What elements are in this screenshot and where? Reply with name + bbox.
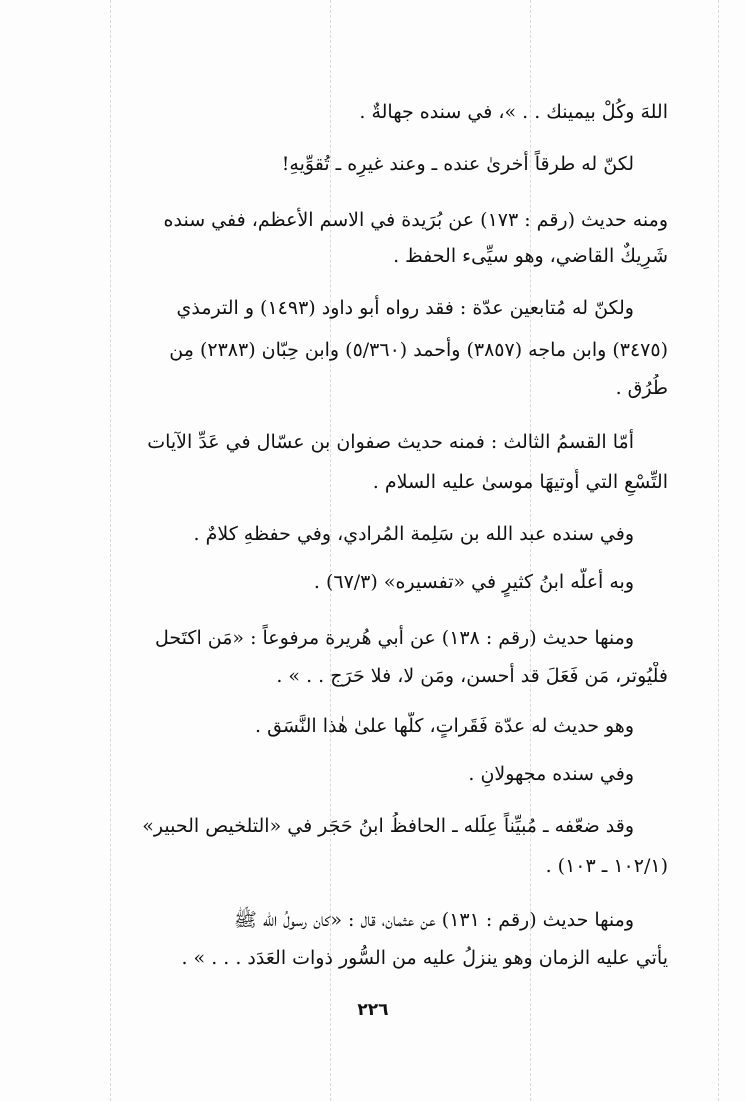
text-line: التِّسْعِ التي أُوتيهَا موسىٰ عليه السلام . (372, 471, 668, 493)
text-line: اللهَ وكُلْ بيمينك . . »، في سنده جهالةٌ . (359, 101, 668, 123)
text-line: وفي سنده عبد الله بن سَلِمة المُرادي، وفي حفظهِ كلامٌ . (193, 523, 634, 545)
text-line: طُرُق . (615, 377, 668, 399)
text-line: (١٠٢/١ ـ ١٠٣) . (545, 855, 668, 877)
text-line: وهو حديث له عدّة فَقَراتٍ، كلُّها علىٰ هٰذا النَّسَق . (255, 715, 634, 737)
text-line: ولكنّ له مُتابعين عدّة : فقد رواه أبو داود (١٤٩٣) و الترمذي (176, 297, 634, 319)
text-line: وفي سنده مجهولانِ . (468, 763, 634, 785)
text-line: ومنها حديث (رقم : ١٣١) عن عثمان، قال : «كان رسولُ الله ﷺ (233, 909, 634, 931)
text-line: لكنّ له طرقاً أُخرىٰ عنده ـ وعند غيرِه ـ تُقوِّيهِ! (281, 153, 634, 175)
text-line: أمّا القسمُ الثالث : فمنه حديث صفوان بن عسّال في عَدِّ الآيات (147, 431, 634, 453)
text-line: (٣٤٧٥) وابن ماجه (٣٨٥٧) وأحمد (٥/٣٦٠) وابن حِبّان (٢٣٨٣) مِن (169, 339, 668, 361)
page-number: ٢٢٦ (357, 1000, 389, 1020)
text-line: وقد ضعّفه ـ مُبيِّناً عِلَله ـ الحافظُ ابنُ حَجَر في «التلخيص الحبير» (142, 815, 634, 837)
text-line: وبه أعلّه ابنُ كثيرٍ في «تفسيره» (٦٧/٣) . (313, 571, 634, 593)
text-line: ومنها حديث (رقم : ١٣٨) عن أبي هُريرة مرفوعاً : «مَن اكتَحل (155, 627, 634, 649)
text-line: شَرِيكٌ القاضي، وهو سيِّىء الحفظ . (393, 245, 668, 267)
text-line: يأتي عليه الزمان وهو ينزلُ عليه من السُّور ذوات العَدَد . . . » . (181, 947, 668, 969)
scan-fold-line (718, 0, 719, 1101)
text-line: فلْيُوتر، مَن فَعَلَ قد أحسن، ومَن لا، فلا حَرَج . . » . (276, 665, 668, 687)
text-line: ومنه حديث (رقم : ١٧٣) عن بُرَيدة في الاسم الأعظم، ففي سنده (163, 209, 668, 231)
